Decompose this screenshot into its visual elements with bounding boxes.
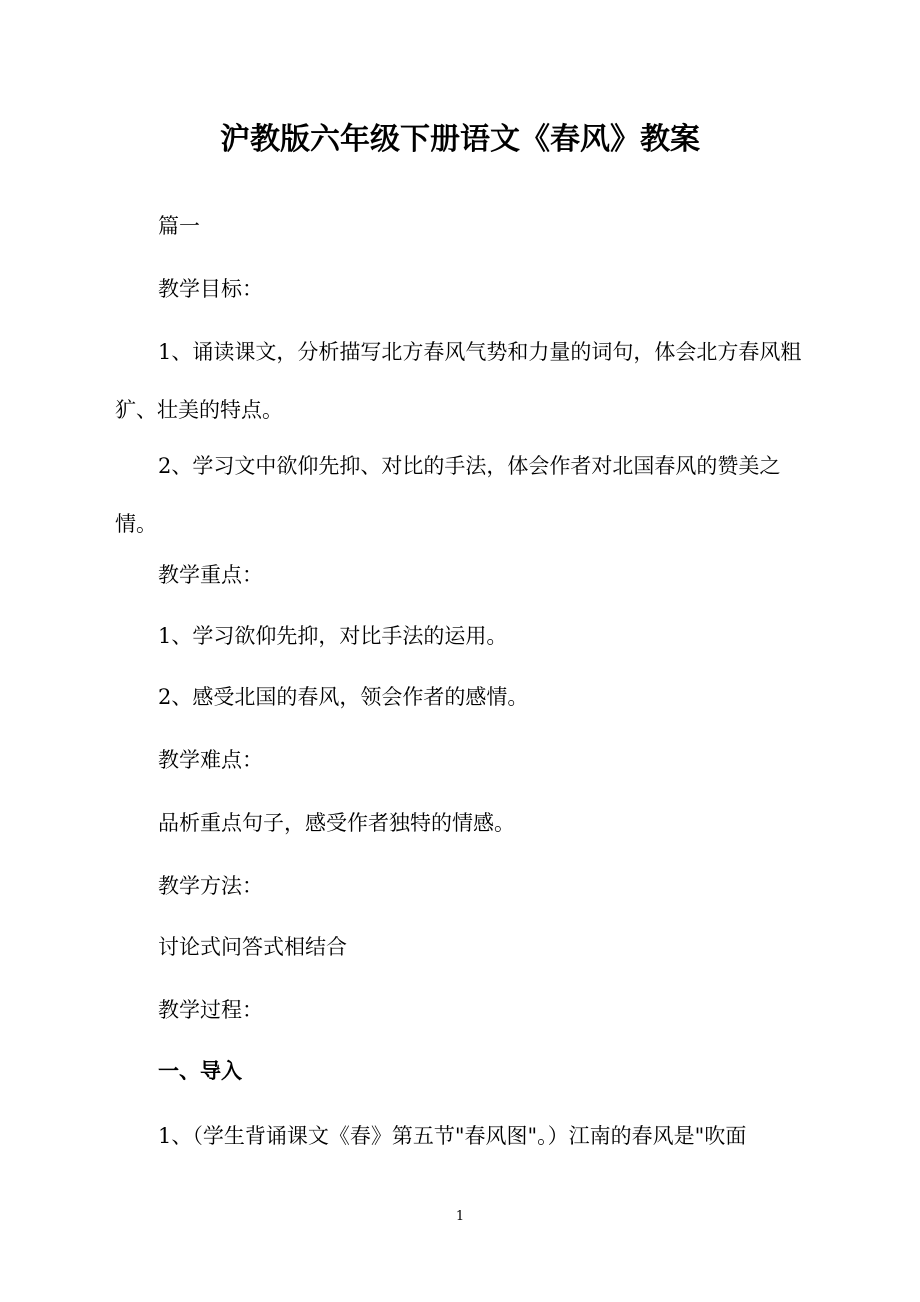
focus-item-1: 1、学习欲仰先抑，对比手法的运用。 bbox=[158, 624, 508, 648]
section-label: 篇一 bbox=[158, 214, 200, 238]
intro-item-1: 1、（学生背诵课文《春》第五节"春风图"。）江南的春风是"吹面 bbox=[158, 1124, 747, 1148]
method-text: 讨论式问答式相结合 bbox=[158, 935, 347, 959]
difficulty-text: 品析重点句子，感受作者独特的情感。 bbox=[158, 811, 515, 835]
focus-item-2: 2、感受北国的春风，领会作者的感情。 bbox=[158, 685, 529, 709]
heading-teaching-focus: 教学重点： bbox=[158, 563, 263, 587]
document-title: 沪教版六年级下册语文《春风》教案 bbox=[220, 122, 700, 157]
page-number: 1 bbox=[455, 1209, 465, 1224]
heading-teaching-goals: 教学目标： bbox=[158, 277, 263, 301]
heading-teaching-method: 教学方法： bbox=[158, 874, 263, 898]
section-heading-intro: 一、导入 bbox=[158, 1059, 242, 1083]
heading-teaching-process: 教学过程： bbox=[158, 998, 263, 1022]
heading-teaching-difficulty: 教学难点： bbox=[158, 748, 263, 772]
goal-item-2: 2、学习文中欲仰先抑、对比的手法，体会作者对北国春风的赞美之情。 bbox=[115, 454, 781, 536]
goal-item-1: 1、诵读课文，分析描写北方春风气势和力量的词句，体会北方春风粗犷、壮美的特点。 bbox=[115, 340, 802, 422]
